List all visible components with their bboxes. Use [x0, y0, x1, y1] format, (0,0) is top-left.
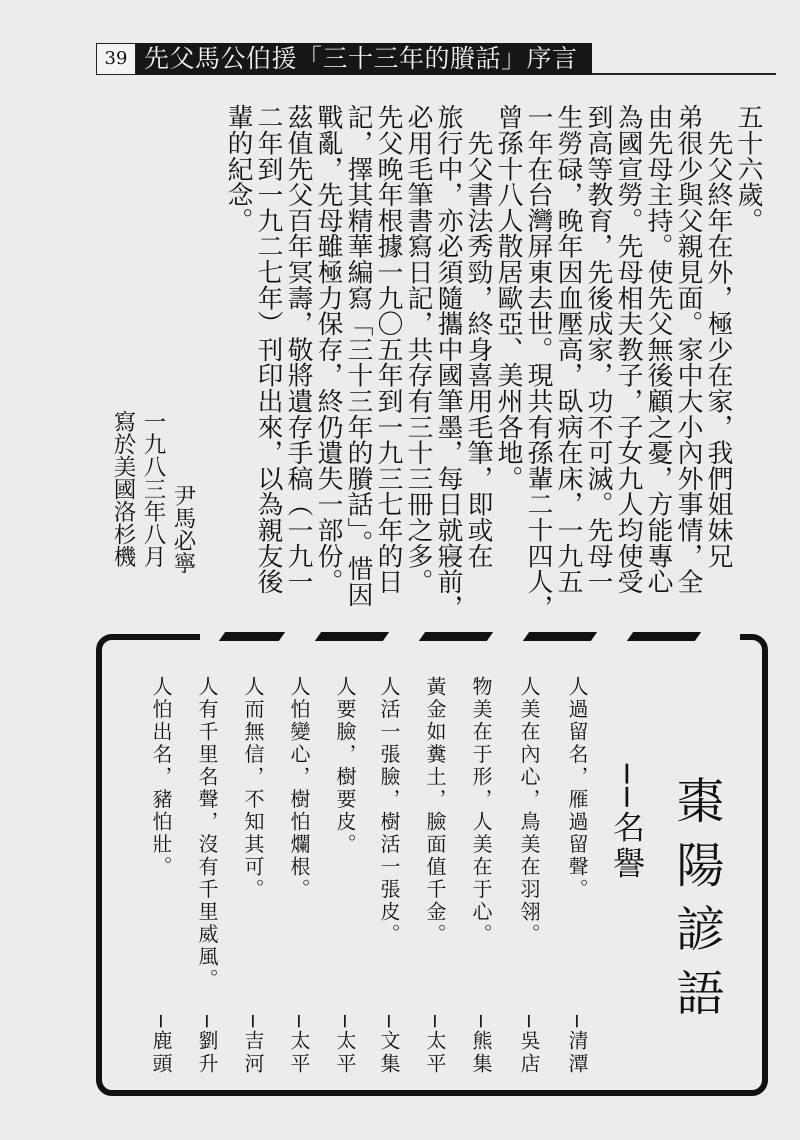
body-column: 曾孫十八人散居歐亞、美州各地。 — [493, 104, 523, 491]
proverb-item — [238, 676, 268, 1076]
proverb-text: 人活一張臉，樹活一張皮。 — [377, 676, 401, 946]
box-top-dashes — [200, 629, 740, 644]
proverb-source: ─太平 — [287, 1014, 311, 1076]
body-column: 弟很少與父親見面。家中大小內外事情，全 — [673, 104, 703, 595]
proverb-item — [514, 676, 544, 1076]
body-column: 到高等教育，先後成家，功不可滅。先母一 — [583, 104, 613, 595]
proverb-source: ─吳店 — [517, 1014, 541, 1076]
body-column: 戰亂，先母雖極力保存，終仍遺失一部份。 — [313, 104, 343, 595]
body-column: 生勞碌，晚年因血壓高，臥病在床，一九五 — [553, 104, 583, 595]
body-column: 先父書法秀勁，終身喜用毛筆，即或在 — [463, 104, 493, 569]
chapter-title: 先父馬公伯援「三十三年的賸話」序言 — [136, 43, 592, 75]
proverb-item — [284, 676, 314, 1076]
body-column: 二年到一九二七年）刊印出來，以為親友後 — [253, 104, 283, 595]
body-column: 茲值先父百年冥壽，敬將遺存手稿（一九一 — [283, 104, 313, 595]
body-column: 必用毛筆書寫日記，共存有三十三冊之多。 — [403, 104, 433, 595]
proverb-source: ─太平 — [333, 1014, 357, 1076]
page-number: 39 — [96, 43, 136, 75]
body-column: 由先母主持。使先父無後顧之憂，方能專心 — [643, 104, 673, 595]
body-column: 一年在台灣屏東去世。現共有孫輩二十四人， — [523, 104, 553, 620]
proverb-source: ─劉升 — [195, 1014, 219, 1076]
proverb-text: 人有千里名聲，沒有千里威風。 — [195, 676, 219, 991]
proverb-item — [330, 676, 360, 1076]
proverb-text: 物美在于形，人美在于心。 — [469, 676, 493, 946]
proverb-text: 人過留名，雁過留聲。 — [565, 676, 589, 901]
proverb-text: 人要臉，樹要皮。 — [333, 676, 357, 856]
body-column: 記，擇其精華編寫「三十三年的賸話」。惜因 — [343, 104, 373, 608]
proverb-item — [420, 676, 450, 1076]
proverb-source: ─文集 — [377, 1014, 401, 1076]
body-column: 先父晚年根據一九〇五年到一九三七年的日 — [373, 104, 403, 595]
signature-place: 寫於美國洛杉機 — [110, 410, 136, 568]
proverb-text: 人怕變心，樹怕爛根。 — [287, 676, 311, 901]
proverbs-title: 棗陽諺語 — [668, 776, 724, 1032]
body-column: 五十六歲。 — [733, 104, 763, 233]
body-column: 為國宣勞。先母相夫教子，子女九人均使受 — [613, 104, 643, 595]
proverb-item — [192, 676, 222, 1076]
header-rule — [592, 73, 776, 75]
proverbs-subtitle: ──名譽 — [608, 764, 646, 883]
signature-name: 尹馬必寧 — [170, 484, 196, 574]
proverb-item — [466, 676, 496, 1076]
body-column: 旅行中，亦必須隨攜中國筆墨，每日就寢前， — [433, 104, 463, 620]
proverb-text: 黃金如糞土，臉面值千金。 — [423, 676, 447, 946]
proverb-source: ─清潭 — [565, 1014, 589, 1076]
body-column: 先父終年在外，極少在家，我們姐妹兄 — [703, 104, 733, 569]
proverb-source: ─鹿頭 — [149, 1014, 173, 1076]
proverb-text: 人而無信，不知其可。 — [241, 676, 265, 901]
proverb-text: 人怕出名，豬怕壯。 — [149, 676, 173, 879]
proverb-text: 人美在內心，鳥美在羽翎。 — [517, 676, 541, 946]
signature-date: 一九八三年八月 — [140, 410, 166, 568]
proverb-item — [146, 676, 176, 1076]
proverb-source: ─吉河 — [241, 1014, 265, 1076]
proverb-source: ─太平 — [423, 1014, 447, 1076]
body-column: 輩的紀念。 — [223, 104, 253, 233]
proverb-item — [562, 676, 592, 1076]
proverb-source: ─熊集 — [469, 1014, 493, 1076]
proverb-item — [374, 676, 404, 1076]
